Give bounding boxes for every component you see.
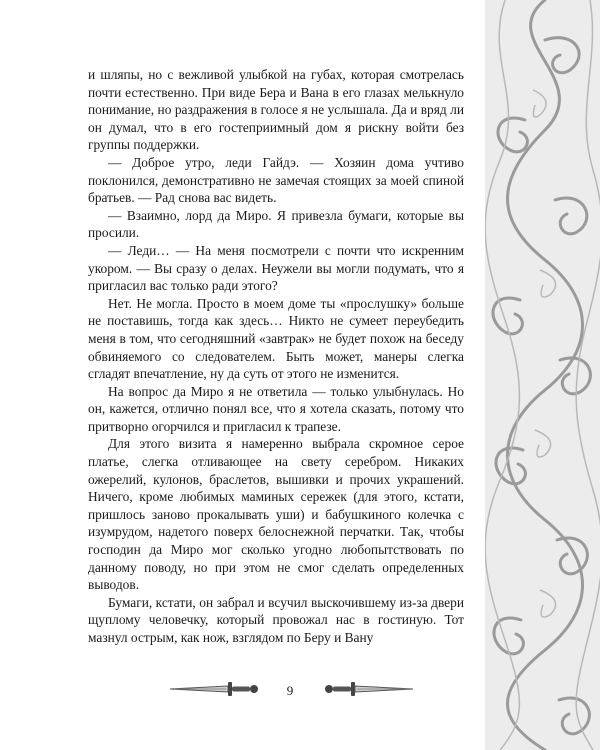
- paragraph-2: — Доброе утро, леди Гайдэ. — Хозяин дома учтиво поклонился, демонстративно не замечая стоящих за моей спиной братьев. — Рад снова вас видеть.: [88, 154, 464, 206]
- dagger-left-icon: [168, 680, 263, 698]
- paragraph-7: Для этого визита я намеренно выбрала скромное серое платье, слегка отливающее на свету серебром. Никаких ожерелий, кулонов, браслетов, вышивки и прочих украшений. Ничего, кроме любимых маминых сережек (для этого, кстати, пришлось заново прокалывать уши) и бабушкиного колечка с изумрудом, надетого поверх белоснежной перчатки. Так, чтобы господин да Миро мог сколько угодно любопытствовать по данному поводу, но при этом не смог сделать определенных выводов.: [88, 436, 464, 593]
- dagger-right-icon: [320, 680, 415, 698]
- paragraph-3: — Взаимно, лорд да Миро. Я привезла бумаги, которые вы просили.: [88, 207, 464, 241]
- page-number: 9: [286, 683, 294, 698]
- paragraph-6: На вопрос да Миро я не ответила — только улыбнулась. Но он, кажется, отлично понял все, что я хотела сказать, потому что притворно огорчился и пригласил к трапезе.: [88, 383, 464, 434]
- decorative-ornament-strip: [485, 0, 600, 750]
- floral-ornament-icon: [485, 0, 600, 750]
- paragraph-1: и шляпы, но с вежливой улыбкой на губах, которая смотрелась почти естественно. При виде Бера и Вана в его глазах мелькнуло понимание, но раздражения в голосе я не услышала. Да и вряд ли он думал, что в его гостеприимный дом я рискну войти без группы поддержки.: [88, 67, 464, 153]
- paragraph-4: — Леди… — На меня посмотрели с почти что искренним укором. — Вы сразу о делах. Неужели вы могли подумать, что я пригласил вас только ради этого?: [88, 242, 464, 294]
- paragraph-8: Бумаги, кстати, он забрал и всучил выскочившему из-за двери щуплому человечку, который провожал нас в гостиную. Тот мазнул острым, как нож, взглядом по Беру и Вану: [88, 594, 464, 645]
- body-text: [88, 66, 464, 647]
- paragraph-5: Нет. Не могла. Просто в моем доме ты «прослушку» больше не поставишь, тогда как здесь… Никто не сумеет переубедить меня в том, что сегодняшний «завтрак» не будет похож на беседу обвиняемого со следователем. Быть может, манеры слегка сгладят впечатление, ну да суть от этого не изменится.: [88, 295, 464, 382]
